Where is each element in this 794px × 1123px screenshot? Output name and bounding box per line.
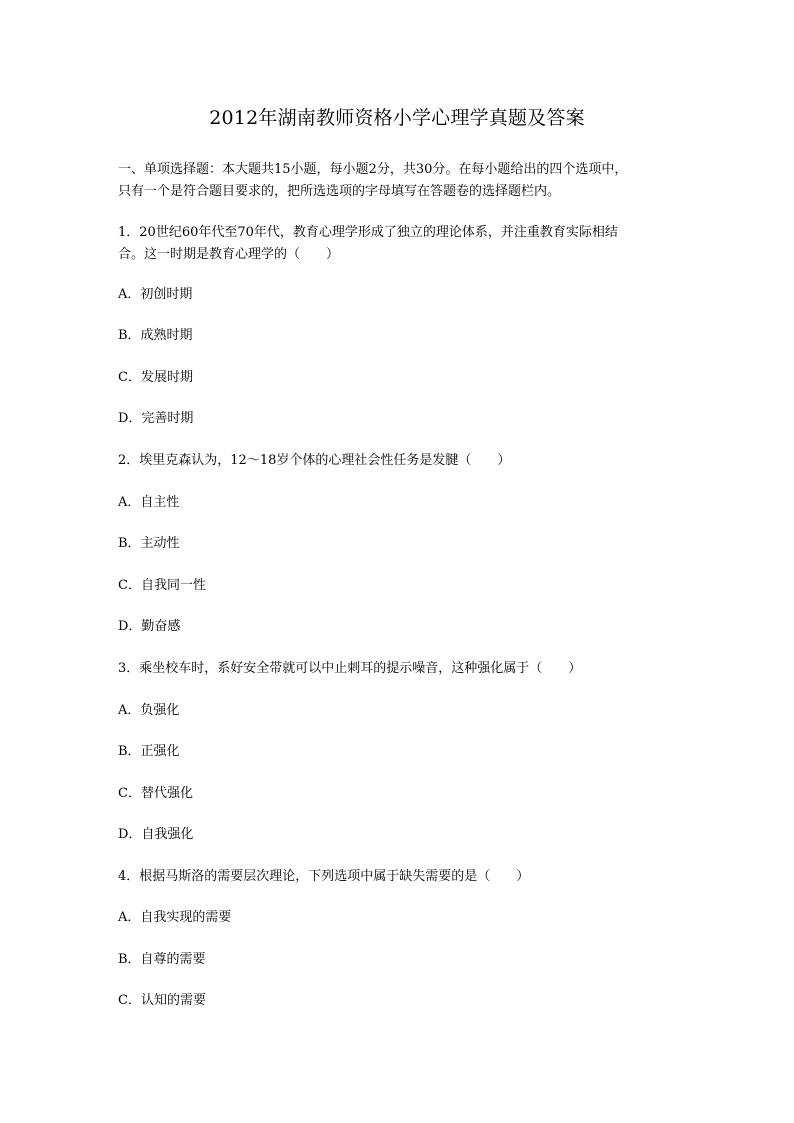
question-3-option-c: C．替代强化 — [118, 786, 193, 801]
question-2-stem: 2．埃里克森认为，12～18岁个体的心理社会性任务是发腱（ ） — [118, 453, 511, 468]
question-1-option-c: C．发展时期 — [118, 370, 193, 385]
question-3-option-d: D．自我强化 — [118, 827, 194, 842]
question-4-option-c: C．认知的需要 — [118, 993, 206, 1008]
question-1-stem-line-1: 1．20世纪60年代至70年代，教育心理学形成了独立的理论体系，并注重教育实际相结 — [118, 225, 618, 240]
question-3-option-b: B．正强化 — [118, 744, 180, 759]
question-2-option-c: C．自我同一性 — [118, 578, 206, 593]
question-1-option-a: A．初创时期 — [118, 287, 193, 302]
section-instructions-line-2: 只有一个是符合题目要求的，把所选选项的字母填写在答题卷的选择题栏内。 — [118, 184, 561, 199]
section-instructions — [118, 159, 688, 203]
question-1-option-b: B．成熟时期 — [118, 328, 193, 343]
question-3-stem: 3．乘坐校车时，系好安全带就可以中止刺耳的提示噪音，这种强化属于（ ） — [118, 661, 582, 676]
question-1-stem — [118, 222, 688, 266]
question-1-option-d: D．完善时期 — [118, 411, 194, 426]
question-4-option-a: A．自我实现的需要 — [118, 910, 232, 925]
question-3-option-a: A．负强化 — [118, 703, 180, 718]
question-2-option-b: B．主动性 — [118, 536, 180, 551]
question-2-option-a: A．自主性 — [118, 495, 180, 510]
question-1-stem-line-2: 合。这一时期是教育心理学的（ ） — [118, 247, 340, 262]
question-4-option-b: B．自尊的需要 — [118, 952, 206, 967]
question-2-option-d: D．勤奋感 — [118, 619, 181, 634]
question-4-stem: 4．根据马斯洛的需要层次理论，下列选项中属于缺失需要的是（ ） — [118, 869, 530, 884]
section-instructions-line-1: 一、单项选择题：本大题共15小题，每小题2分，共30分。在每小题给出的四个选项中， — [118, 162, 628, 177]
document-title: 2012年湖南教师资格小学心理学真题及答案 — [209, 107, 585, 129]
